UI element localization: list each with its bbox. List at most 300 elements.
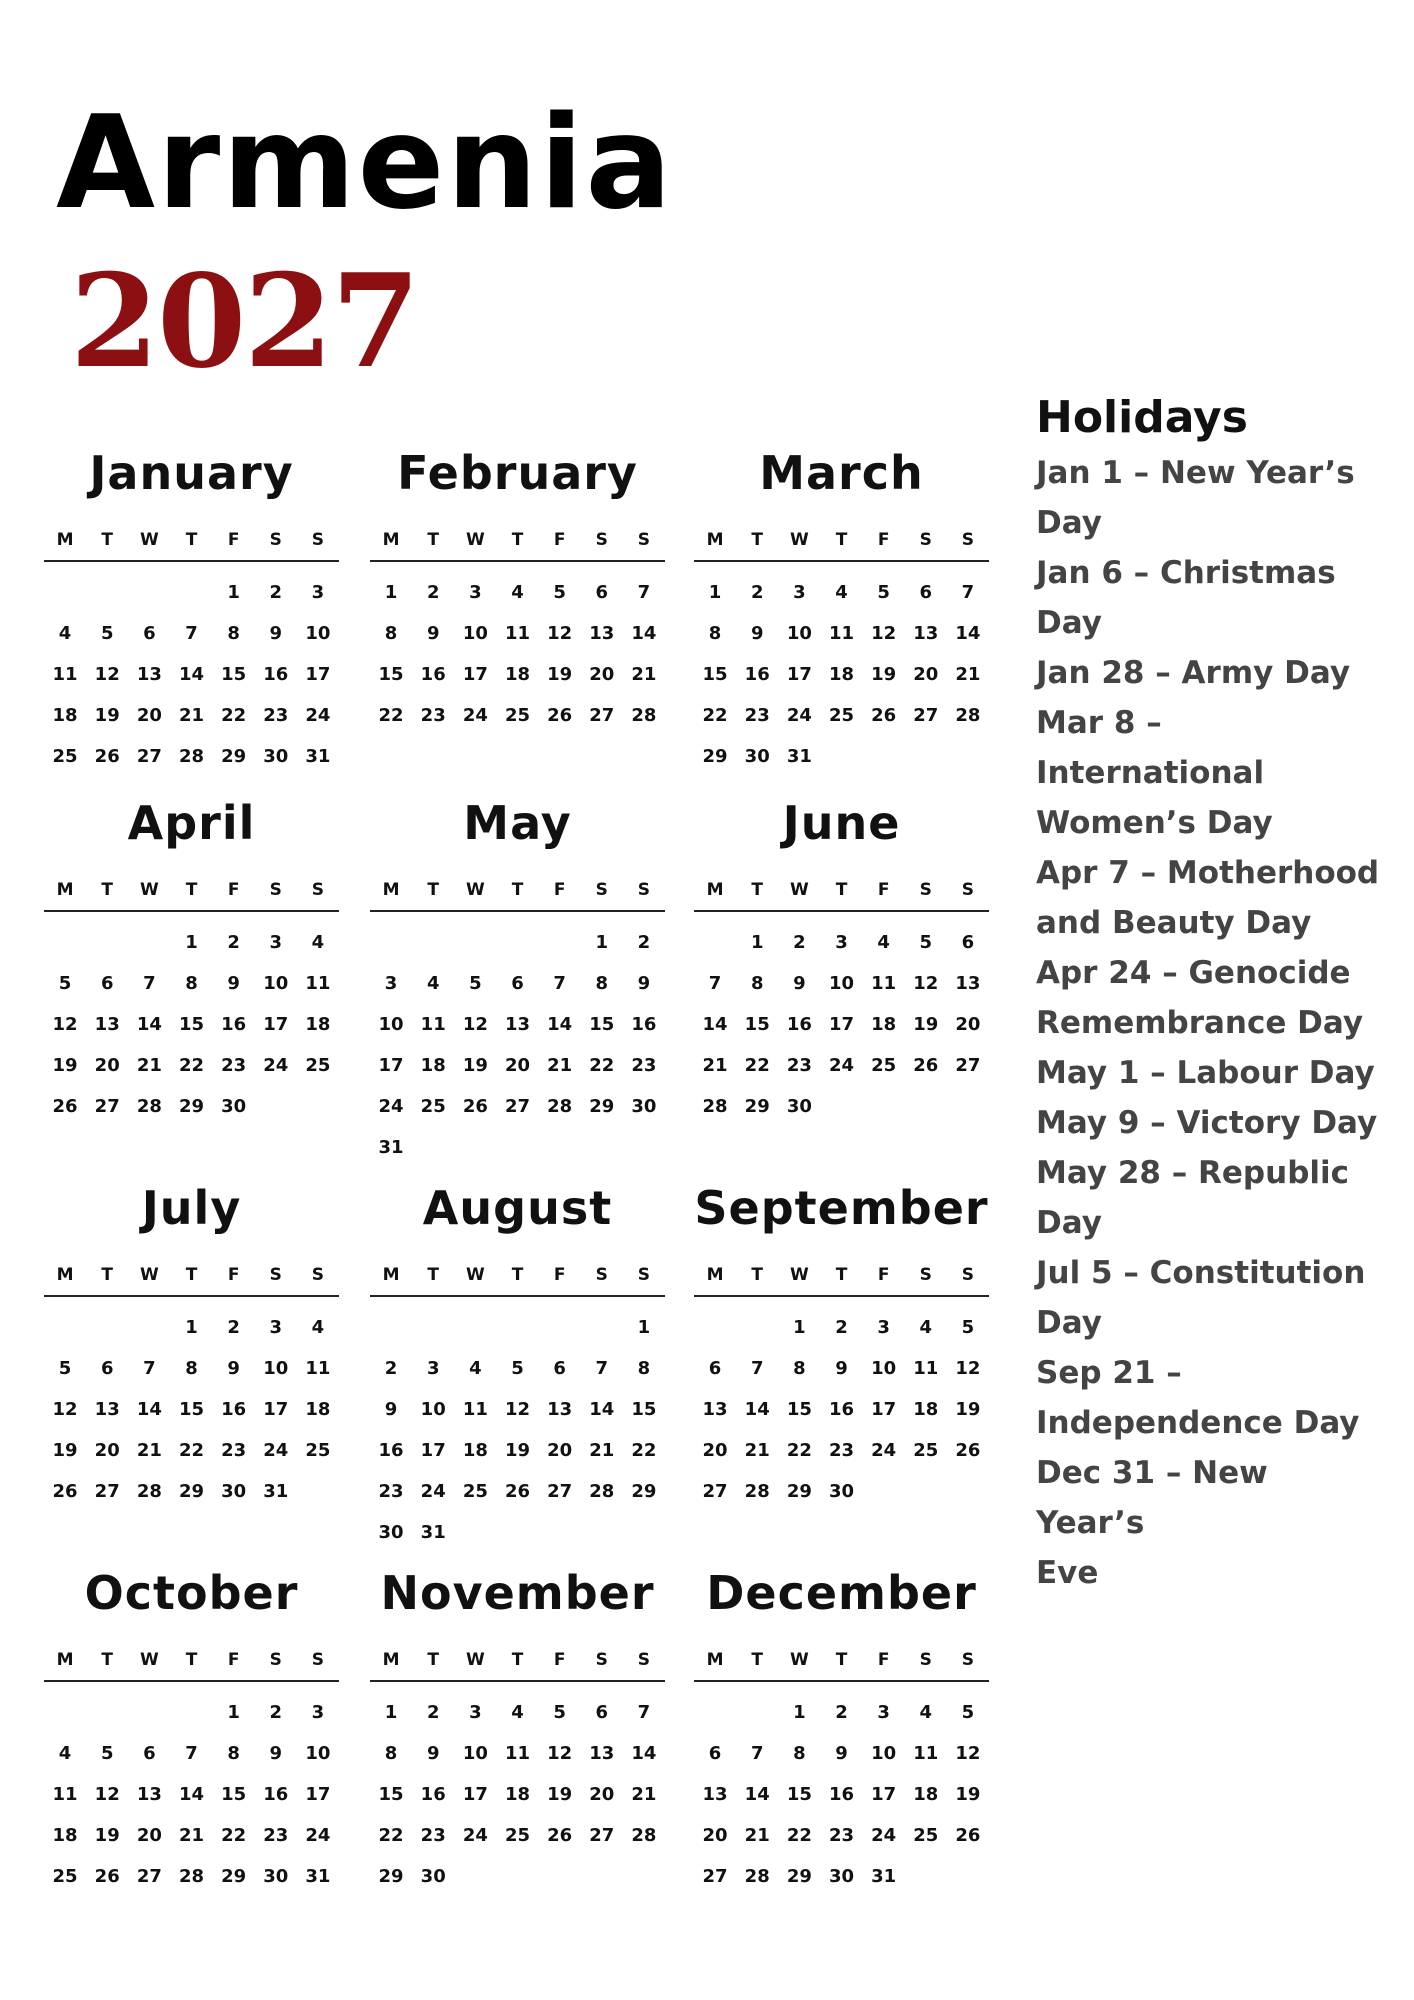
day-cell: 11: [305, 973, 331, 994]
day-cell: 3: [311, 582, 325, 603]
day-cell: 19: [52, 1055, 78, 1076]
day-cell: 7: [708, 973, 722, 994]
day-cell: 8: [793, 1743, 806, 1764]
day-cell: 20: [702, 1825, 728, 1846]
day-cell: 27: [702, 1481, 728, 1502]
day-cell: 23: [828, 1440, 855, 1461]
weekday-label: S: [595, 1650, 608, 1670]
day-cell: 12: [52, 1399, 78, 1420]
day-cell: 14: [547, 1014, 573, 1035]
day-cell: 27: [702, 1866, 728, 1887]
day-cell: 30: [378, 1522, 404, 1543]
day-cell: 25: [462, 1481, 488, 1502]
weekday-header: [370, 880, 665, 912]
day-cell: 13: [589, 1743, 615, 1764]
day-cell: 30: [631, 1096, 657, 1117]
day-cell: 12: [547, 623, 573, 644]
day-cell: 13: [589, 623, 615, 644]
weekday-label: T: [835, 880, 848, 900]
day-empty: [412, 1307, 454, 1348]
day-cell: 2: [426, 582, 440, 603]
day-cell: 28: [178, 746, 205, 767]
day-cell: 12: [52, 1014, 78, 1035]
day-cell: 10: [378, 1014, 404, 1035]
day-cell: 5: [919, 932, 933, 953]
day-cell: 13: [136, 1784, 162, 1805]
weekday-label: S: [311, 1265, 325, 1285]
day-empty: [694, 1692, 736, 1733]
month-name: May: [463, 796, 572, 850]
weekday-label: T: [185, 1265, 198, 1285]
weekday-label: T: [427, 1650, 440, 1670]
day-cell: 12: [462, 1014, 488, 1035]
weekday-header: [694, 880, 989, 912]
day-cell: 31: [420, 1522, 446, 1543]
holiday-line: Jan 28 – Army Day: [1036, 655, 1351, 691]
holiday-line: Day: [1036, 1205, 1102, 1241]
day-cell: 3: [269, 1317, 283, 1338]
day-cell: 11: [913, 1358, 939, 1379]
weekday-label: F: [553, 1650, 566, 1670]
day-empty: [412, 922, 454, 963]
month-name: September: [694, 1181, 989, 1235]
day-cell: 16: [786, 1014, 812, 1035]
day-cell: 7: [143, 1358, 156, 1379]
day-empty: [539, 922, 581, 963]
day-cell: 31: [871, 1866, 897, 1887]
day-cell: 2: [835, 1702, 848, 1723]
weekday-header: [694, 530, 989, 562]
day-cell: 1: [384, 582, 398, 603]
day-empty: [128, 1692, 170, 1733]
holidays-title: Holidays: [1036, 392, 1248, 443]
day-cell: 6: [595, 582, 609, 603]
weekday-label: M: [706, 1650, 724, 1670]
day-cell: 1: [750, 932, 764, 953]
day-cell: 21: [136, 1440, 162, 1461]
day-cell: 8: [384, 1743, 398, 1764]
day-cell: 4: [426, 973, 440, 994]
day-cell: 29: [786, 1866, 812, 1887]
day-cell: 13: [955, 973, 981, 994]
weekday-label: F: [877, 530, 890, 550]
day-cell: 6: [143, 623, 156, 644]
weekday-label: T: [101, 1265, 114, 1285]
day-cell: 2: [227, 932, 240, 953]
month-august: [370, 1181, 665, 1553]
weekday-label: T: [835, 1650, 848, 1670]
weekday-label: M: [706, 880, 724, 900]
day-cell: 28: [631, 705, 657, 726]
holiday-line: Day: [1036, 505, 1102, 541]
day-cell: 10: [420, 1399, 446, 1420]
weekday-header: [370, 530, 665, 562]
day-cell: 19: [52, 1440, 78, 1461]
weekday-header: [694, 1265, 989, 1297]
day-cell: 30: [744, 746, 770, 767]
day-cell: 21: [631, 664, 657, 685]
day-cell: 25: [504, 1825, 531, 1846]
day-cell: 16: [828, 1399, 855, 1420]
day-cell: 23: [221, 1055, 247, 1076]
day-cell: 7: [961, 582, 975, 603]
country-title: Armenia: [56, 89, 674, 238]
holiday-line: and Beauty Day: [1036, 905, 1312, 941]
weekday-header: [44, 1650, 339, 1682]
day-cell: 11: [504, 623, 531, 644]
day-cell: 14: [955, 623, 981, 644]
day-cell: 27: [589, 705, 615, 726]
day-cell: 16: [744, 664, 770, 685]
day-cell: 29: [178, 1481, 205, 1502]
day-cell: 5: [877, 582, 890, 603]
month-november: [370, 1566, 665, 1897]
day-cell: 22: [702, 705, 728, 726]
day-cell: 21: [136, 1055, 162, 1076]
day-cell: 9: [269, 1743, 283, 1764]
weekday-label: F: [227, 880, 240, 900]
day-cell: 21: [702, 1055, 728, 1076]
weekday-label: T: [751, 530, 764, 550]
day-cell: 26: [913, 1055, 939, 1076]
day-cell: 30: [786, 1096, 812, 1117]
day-cell: 28: [136, 1096, 162, 1117]
day-cell: 18: [52, 705, 78, 726]
day-cell: 6: [595, 1702, 609, 1723]
weekday-label: S: [637, 1265, 651, 1285]
day-cell: 3: [269, 932, 283, 953]
day-cell: 1: [384, 1702, 398, 1723]
day-cell: 5: [553, 1702, 566, 1723]
day-cell: 8: [708, 623, 722, 644]
weekday-label: T: [511, 530, 524, 550]
day-cell: 13: [94, 1014, 120, 1035]
day-cell: 1: [708, 582, 722, 603]
month-may: [370, 796, 665, 1168]
weekday-label: M: [382, 1265, 400, 1285]
day-empty: [694, 1307, 736, 1348]
day-cell: 16: [263, 1784, 289, 1805]
day-cell: 27: [955, 1055, 981, 1076]
day-grid: [694, 1692, 989, 1897]
weekday-header: [370, 1650, 665, 1682]
day-cell: 30: [420, 1866, 446, 1887]
day-cell: 26: [871, 705, 897, 726]
day-cell: 15: [378, 1784, 404, 1805]
day-cell: 23: [420, 705, 446, 726]
day-cell: 14: [702, 1014, 728, 1035]
day-cell: 25: [828, 705, 855, 726]
day-cell: 18: [305, 1399, 331, 1420]
weekday-label: T: [185, 530, 198, 550]
day-cell: 15: [589, 1014, 615, 1035]
weekday-label: W: [789, 880, 809, 900]
day-cell: 14: [136, 1014, 162, 1035]
weekday-label: F: [877, 1265, 890, 1285]
day-cell: 28: [955, 705, 981, 726]
day-cell: 2: [750, 582, 764, 603]
day-cell: 22: [221, 1825, 247, 1846]
day-cell: 7: [595, 1358, 609, 1379]
day-empty: [128, 922, 170, 963]
day-cell: 5: [58, 973, 72, 994]
month-name: November: [380, 1566, 655, 1620]
day-cell: 9: [835, 1743, 848, 1764]
day-empty: [454, 922, 496, 963]
day-grid: [44, 1307, 339, 1512]
holiday-line: May 9 – Victory Day: [1036, 1105, 1378, 1141]
day-cell: 8: [637, 1358, 651, 1379]
day-empty: [86, 1692, 128, 1733]
weekday-label: S: [595, 1265, 608, 1285]
weekday-label: T: [511, 1265, 524, 1285]
day-cell: 26: [955, 1825, 981, 1846]
day-cell: 15: [178, 1399, 205, 1420]
weekday-label: S: [595, 880, 608, 900]
holiday-line: Dec 31 – New Year’s: [1036, 1455, 1268, 1541]
weekday-label: W: [789, 530, 809, 550]
day-cell: 3: [469, 1702, 482, 1723]
month-january: [44, 446, 339, 777]
day-cell: 29: [744, 1096, 770, 1117]
day-cell: 7: [637, 1702, 651, 1723]
day-empty: [44, 922, 86, 963]
day-cell: 6: [919, 582, 933, 603]
day-cell: 26: [52, 1096, 78, 1117]
day-empty: [496, 1307, 538, 1348]
weekday-label: T: [427, 530, 440, 550]
day-cell: 25: [420, 1096, 446, 1117]
weekday-label: M: [56, 530, 74, 550]
day-cell: 16: [420, 664, 446, 685]
day-cell: 11: [52, 1784, 78, 1805]
day-cell: 16: [631, 1014, 657, 1035]
weekday-label: S: [961, 530, 975, 550]
day-cell: 11: [871, 973, 897, 994]
day-empty: [454, 1307, 496, 1348]
day-cell: 3: [793, 582, 806, 603]
day-cell: 14: [136, 1399, 162, 1420]
day-empty: [44, 1307, 86, 1348]
weekday-label: F: [553, 1265, 566, 1285]
weekday-label: S: [311, 530, 325, 550]
holiday-line: Jan 1 – New Year’s: [1036, 455, 1355, 491]
day-cell: 10: [786, 623, 812, 644]
day-cell: 22: [378, 1825, 404, 1846]
day-grid: [694, 1307, 989, 1512]
day-cell: 24: [462, 705, 488, 726]
day-cell: 2: [426, 1702, 440, 1723]
day-cell: 17: [462, 1784, 488, 1805]
day-cell: 12: [94, 664, 120, 685]
day-cell: 7: [185, 1743, 198, 1764]
day-cell: 19: [871, 664, 897, 685]
weekday-label: T: [751, 1650, 764, 1670]
day-cell: 8: [227, 623, 240, 644]
day-cell: 18: [462, 1440, 488, 1461]
day-cell: 1: [595, 932, 609, 953]
day-cell: 20: [94, 1055, 120, 1076]
day-cell: 3: [311, 1702, 325, 1723]
day-cell: 25: [52, 746, 78, 767]
day-cell: 6: [511, 973, 524, 994]
day-cell: 6: [553, 1358, 566, 1379]
weekday-label: S: [269, 530, 282, 550]
day-empty: [128, 1307, 170, 1348]
weekday-label: S: [919, 1265, 932, 1285]
day-cell: 25: [504, 705, 531, 726]
day-cell: 19: [913, 1014, 939, 1035]
day-cell: 21: [744, 1825, 770, 1846]
weekday-label: T: [751, 880, 764, 900]
day-cell: 22: [744, 1055, 770, 1076]
day-cell: 8: [185, 973, 198, 994]
day-cell: 21: [589, 1440, 615, 1461]
day-empty: [44, 1692, 86, 1733]
day-cell: 15: [221, 1784, 247, 1805]
day-cell: 24: [420, 1481, 446, 1502]
day-cell: 23: [786, 1055, 812, 1076]
weekday-label: S: [311, 1650, 325, 1670]
day-grid: [44, 922, 339, 1127]
holiday-line: Day: [1036, 605, 1102, 641]
day-grid: [44, 572, 339, 777]
day-cell: 17: [420, 1440, 446, 1461]
day-grid: [370, 922, 665, 1168]
weekday-label: S: [919, 530, 932, 550]
day-cell: 5: [100, 623, 114, 644]
day-cell: 24: [305, 705, 331, 726]
holiday-line: Jan 6 – Christmas: [1036, 555, 1336, 591]
day-cell: 15: [221, 664, 247, 685]
day-empty: [539, 1307, 581, 1348]
day-cell: 21: [955, 664, 981, 685]
day-cell: 8: [384, 623, 398, 644]
day-cell: 30: [828, 1481, 855, 1502]
day-cell: 20: [955, 1014, 981, 1035]
day-cell: 12: [955, 1743, 981, 1764]
day-cell: 3: [877, 1702, 890, 1723]
day-cell: 27: [504, 1096, 531, 1117]
day-empty: [370, 1307, 412, 1348]
day-cell: 29: [631, 1481, 657, 1502]
weekday-label: F: [227, 1650, 240, 1670]
day-cell: 17: [263, 1014, 289, 1035]
day-cell: 10: [828, 973, 855, 994]
day-cell: 6: [961, 932, 975, 953]
day-cell: 19: [547, 1784, 573, 1805]
day-cell: 20: [94, 1440, 120, 1461]
day-cell: 11: [504, 1743, 531, 1764]
day-cell: 4: [877, 932, 890, 953]
holiday-line: Jul 5 – Constitution: [1036, 1255, 1366, 1291]
day-cell: 8: [595, 973, 609, 994]
day-cell: 24: [786, 705, 812, 726]
weekday-label: S: [269, 880, 282, 900]
day-cell: 24: [462, 1825, 488, 1846]
day-cell: 4: [469, 1358, 482, 1379]
day-cell: 12: [871, 623, 897, 644]
weekday-header: [694, 1650, 989, 1682]
day-cell: 16: [221, 1014, 247, 1035]
weekday-label: T: [185, 1650, 198, 1670]
weekday-label: T: [427, 880, 440, 900]
day-cell: 8: [185, 1358, 198, 1379]
day-cell: 16: [828, 1784, 855, 1805]
month-name: August: [422, 1181, 613, 1235]
day-cell: 4: [919, 1702, 933, 1723]
day-cell: 27: [913, 705, 939, 726]
day-cell: 4: [58, 1743, 72, 1764]
day-cell: 26: [52, 1481, 78, 1502]
day-cell: 4: [511, 582, 524, 603]
day-cell: 3: [384, 973, 398, 994]
day-cell: 21: [547, 1055, 573, 1076]
day-cell: 5: [961, 1702, 975, 1723]
day-cell: 27: [94, 1481, 120, 1502]
month-name: January: [89, 446, 294, 500]
day-cell: 11: [420, 1014, 446, 1035]
day-empty: [44, 572, 86, 613]
day-cell: 13: [136, 664, 162, 685]
day-cell: 25: [305, 1440, 331, 1461]
day-cell: 26: [462, 1096, 488, 1117]
day-cell: 17: [871, 1399, 897, 1420]
day-cell: 23: [221, 1440, 247, 1461]
day-cell: 1: [793, 1702, 806, 1723]
day-cell: 26: [547, 1825, 573, 1846]
holidays-panel: [1036, 392, 1381, 1598]
weekday-label: S: [637, 880, 651, 900]
holiday-line: May 1 – Labour Day: [1036, 1055, 1375, 1091]
day-cell: 11: [305, 1358, 331, 1379]
weekday-label: M: [706, 530, 724, 550]
day-cell: 18: [913, 1784, 939, 1805]
day-cell: 13: [702, 1784, 728, 1805]
holiday-line: Independence Day: [1036, 1405, 1360, 1441]
weekday-label: T: [511, 880, 524, 900]
weekday-label: W: [465, 880, 485, 900]
holiday-line: Apr 7 – Motherhood: [1036, 855, 1380, 891]
day-cell: 28: [744, 1866, 770, 1887]
day-cell: 23: [631, 1055, 657, 1076]
day-cell: 20: [136, 705, 162, 726]
day-cell: 26: [504, 1481, 531, 1502]
day-cell: 7: [750, 1743, 764, 1764]
day-cell: 30: [828, 1866, 855, 1887]
day-cell: 22: [378, 705, 404, 726]
day-empty: [694, 922, 736, 963]
day-cell: 20: [547, 1440, 573, 1461]
weekday-label: M: [56, 1650, 74, 1670]
month-december: [694, 1566, 989, 1897]
day-cell: 6: [100, 1358, 114, 1379]
day-cell: 26: [547, 705, 573, 726]
day-empty: [128, 572, 170, 613]
weekday-header: [44, 880, 339, 912]
day-cell: 18: [305, 1014, 331, 1035]
weekday-label: S: [961, 1265, 975, 1285]
day-cell: 14: [744, 1399, 770, 1420]
day-empty: [86, 922, 128, 963]
day-cell: 9: [426, 623, 440, 644]
holiday-line: Women’s Day: [1036, 805, 1273, 841]
day-cell: 3: [426, 1358, 440, 1379]
day-empty: [581, 1307, 623, 1348]
day-cell: 2: [269, 1702, 283, 1723]
day-cell: 2: [384, 1358, 398, 1379]
weekday-label: F: [877, 1650, 890, 1670]
